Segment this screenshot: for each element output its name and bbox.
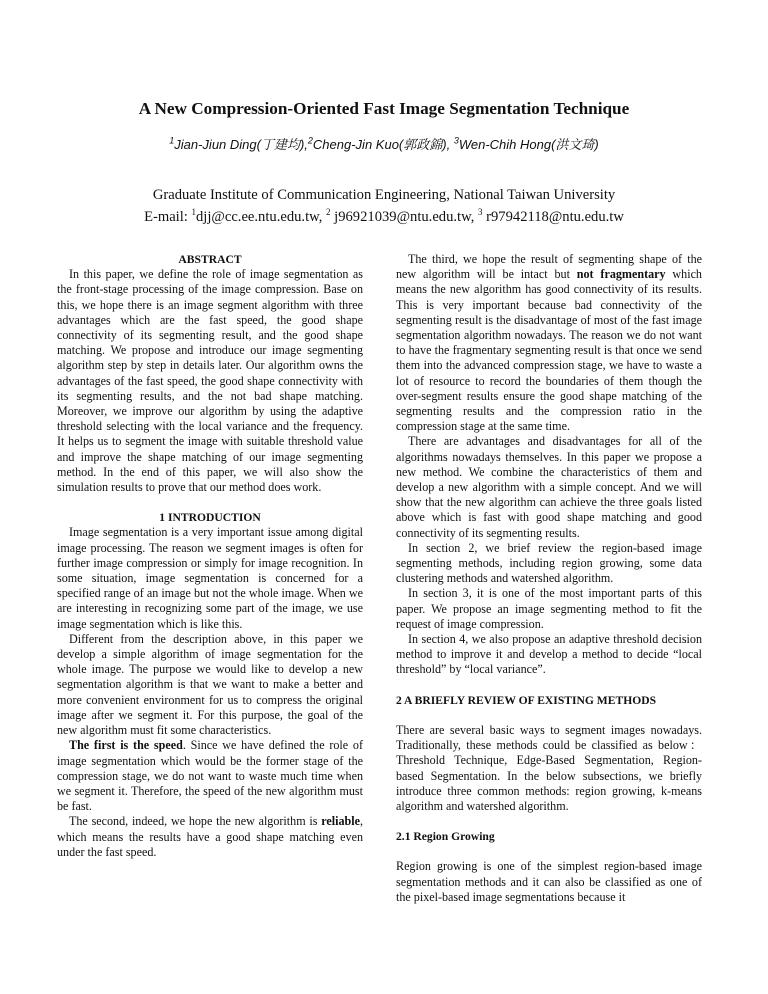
- email-1: djj@cc.ee.ntu.edu.tw,: [196, 208, 327, 225]
- author-1: Jian-Jiun Ding(丁建均),: [174, 137, 308, 152]
- email-line: [0, 207, 768, 226]
- intro-paragraph-2: Different from the description above, in this paper we develop a simple algorithm of image segmentation for the whole image. The purpose we would like to develop a new segmentation algorithm is that we want to make a better and more convenient environment for us to compress the original image after we segment it. For this purpose, the goal of the new algorithm must fit some characteristics.: [57, 631, 363, 738]
- section-2-paragraph: There are several basic ways to segment images nowadays. Traditionally, these methods could be classified as below：Threshold Technique, Edge-Based Segmentation, Region-based Segmentation. In the below subsections, we briefly introduce three common methods: region growing, k-means algorithm and watershed algorithm.: [396, 722, 702, 813]
- paper-title: A New Compression-Oriented Fast Image Segmentation Technique: [138, 99, 630, 118]
- introduction-heading: 1 INTRODUCTION: [159, 511, 261, 525]
- right-column: [396, 252, 702, 905]
- intro-paragraph-4-text-b: , which means the results have a good shape matching even under the fast speed.: [57, 814, 363, 859]
- speed-emphasis: The first is the speed: [69, 738, 183, 753]
- intro-paragraph-4-text-a: The second, indeed, we hope the new algorithm is: [69, 814, 322, 829]
- author-3: Wen-Chih Hong(洪文琦): [458, 137, 599, 152]
- intro-paragraph-3: [57, 738, 363, 814]
- abstract-paragraph: In this paper, we define the role of image segmentation as the front-stage processing of the image compression. Base on this, we hope there is an image segment algorithm with three advantages which are the fast speed, the good shape connectivity of its segmenting result, and the good shape matching. We propose and introduce our image segmenting algorithm step by step in details later. Our algorithm owns the advantages of the fast speed, the good shape connectivity with its segmenting results, and the not bad shape matching. Moreover, we improve our algorithm by using the adaptive threshold selecting with the local variance and the frequency. It helps us to segment the image with suitable threshold value and improve the shape matching of our image segmenting method. In the end of this paper, we will also show the simulation results to prove that our method does work.: [57, 267, 363, 495]
- author-1-superscript: 1: [169, 135, 175, 146]
- email-2-superscript: 2: [326, 207, 331, 217]
- email-3: r97942118@ntu.edu.tw: [482, 208, 624, 225]
- email-prefix: E-mail:: [144, 208, 192, 225]
- email-3-superscript: 3: [478, 207, 483, 217]
- right-paragraph-1-text-b: which means the new algorithm has good connectivity of its results. This is very important because bad connectivity of the segmenting result is the disadvantage of most of the fast image segmentation algorithm nowadays. The reason we do not want to have the fragmentary segmenting result is that once we send them into the advanced compression stage, we have to waste a lot of resource to record the boundaries of them though the over-segment results ensure the good shape matching of the segmenting results and the compression ratio in the compression stage at the same time.: [396, 267, 702, 434]
- right-paragraph-1-text-a: The third, we hope the result of segmenting shape of the new algorithm will be intact but: [396, 252, 702, 282]
- email-1-superscript: 1: [191, 207, 196, 217]
- right-paragraph-3: In section 2, we brief review the region-based image segmenting methods, including region growing, some data clustering methods and watershed algorithm.: [396, 540, 702, 586]
- author-3-superscript: 3: [453, 135, 459, 146]
- intro-paragraph-1: Image segmentation is a very important issue among digital image processing. The reason we segment images is often for further image compression or simply for image recognition. In some situation, image segmentation is concerned for a specified range of an image but not the whole image. When we are interesting in recognizing some part of the image, we use image segmentation which is like this.: [57, 525, 363, 631]
- email-2: j96921039@ntu.edu.tw,: [330, 208, 478, 225]
- left-column: [57, 252, 363, 860]
- author-2-superscript: 2: [307, 135, 313, 146]
- section-2-heading: 2 A BRIEFLY REVIEW OF EXISTING METHODS: [396, 693, 657, 707]
- intro-paragraph-4: [57, 814, 363, 860]
- not-fragmentary-emphasis: not fragmentary: [576, 267, 666, 282]
- section-2-1-heading: 2.1 Region Growing: [396, 830, 495, 844]
- right-paragraph-4: In section 3, it is one of the most important parts of this paper. We propose an image segmenting method to fit the request of image compression.: [396, 586, 702, 631]
- reliable-emphasis: reliable: [321, 814, 360, 829]
- right-paragraph-5: In section 4, we also propose an adaptive threshold decision method to improve it and develop a method to decide “local threshold” by “local variance”.: [396, 632, 702, 677]
- author-2: Cheng-Jin Kuo(郭政錦),: [312, 137, 454, 152]
- intro-paragraph-3-text: . Since we have defined the role of image segmentation which would be the former stage of the compression stage, we do not want to waste much time when we segment it. Therefore, the speed of the new algorithm must be fast.: [57, 738, 364, 814]
- author-line: [0, 134, 768, 153]
- section-2-1-paragraph: Region growing is one of the simplest region-based image segmentation methods and it can also be classified as one of the pixel-based image segmentations because it: [396, 859, 702, 904]
- right-paragraph-1: [396, 252, 702, 434]
- affiliation: Graduate Institute of Communication Engineering, National Taiwan University: [152, 187, 616, 203]
- right-paragraph-2: There are advantages and disadvantages for all of the algorithms nowadays themselves. In this paper we propose a new method. We combine the characteristics of them and develop a new algorithm with a simple concept. And we will show that the new algorithm can achieve the three goals listed above which is fast with good shape matching and good connectivity of its segmenting results.: [396, 434, 702, 540]
- abstract-heading: ABSTRACT: [178, 253, 242, 266]
